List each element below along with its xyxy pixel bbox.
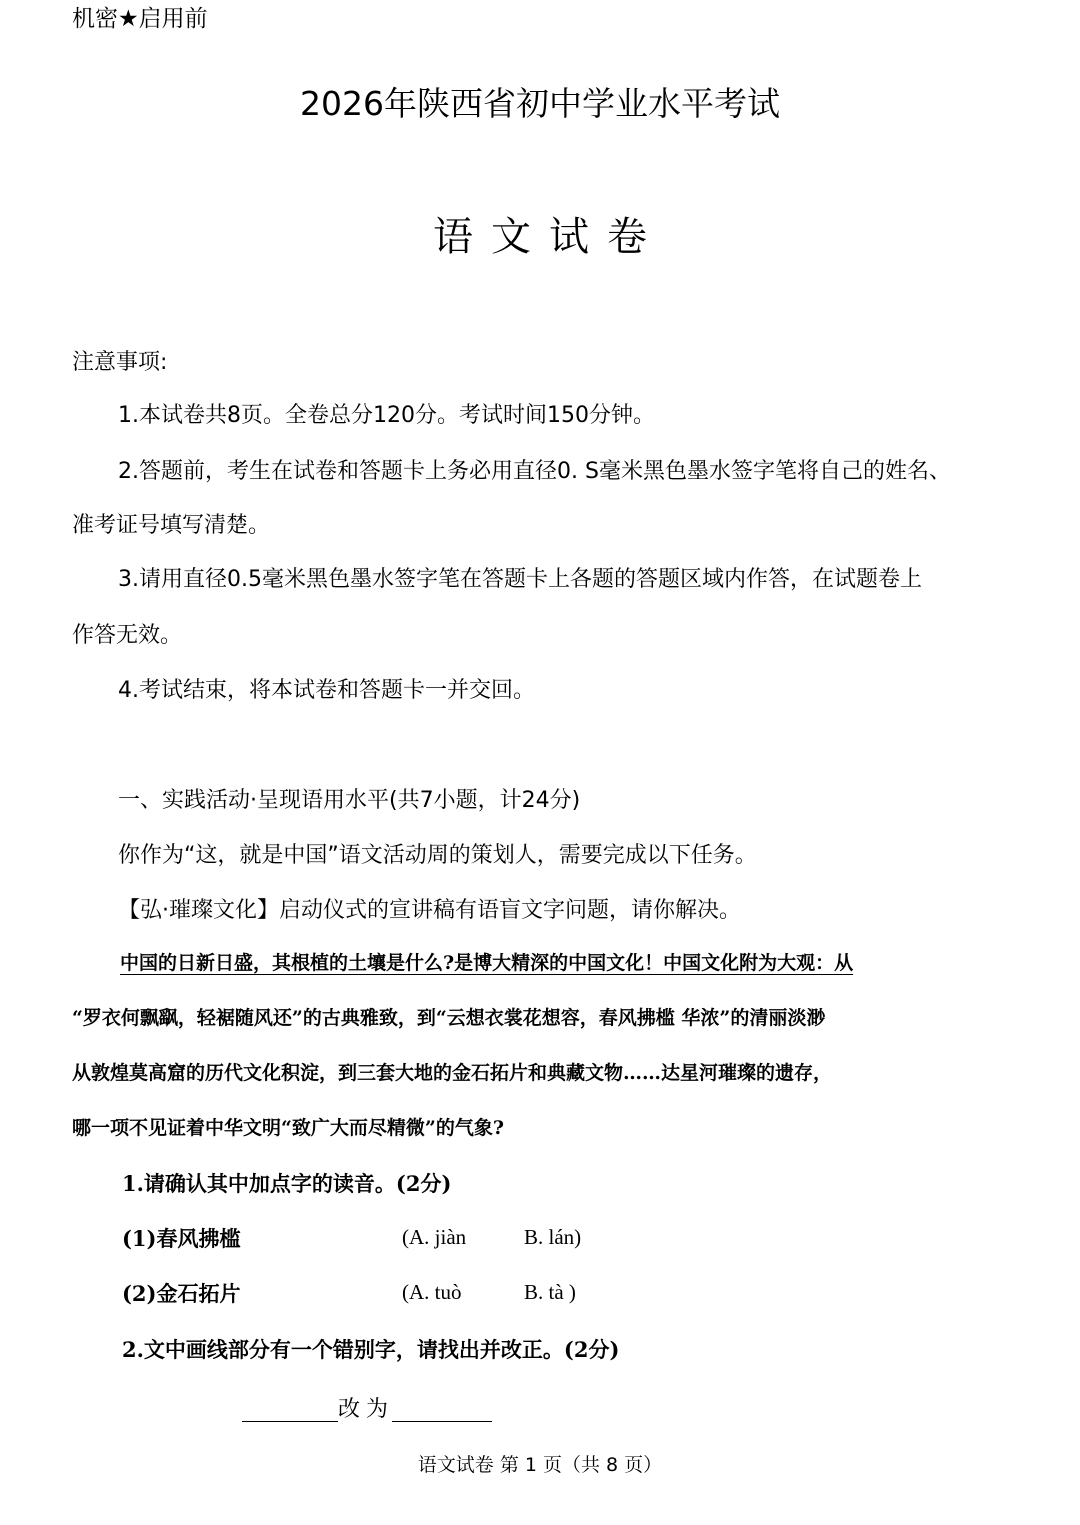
note-2-line-2: 准考证号填写清楚。	[72, 513, 271, 538]
exam-title: 2026年陕西省初中学业水平考试	[300, 84, 780, 123]
section-1-heading: 一、实践活动·呈现语用水平(共7小题，计24分)	[118, 788, 581, 813]
note-4: 4.考试结束，将本试卷和答题卡一并交回。	[118, 678, 535, 703]
section-1-task: 【弘·璀璨文化】启动仪式的宣讲稿有语盲文字问题，请你解决。	[118, 898, 741, 923]
note-1: 1.本试卷共8页。全卷总分120分。考试时间150分钟。	[118, 403, 655, 428]
question-1-item-1-option-a: (A. jiàn	[402, 1225, 467, 1249]
question-1-item-2-option-b: B. tà )	[524, 1280, 576, 1304]
note-3-line-2: 作答无效。	[72, 623, 183, 648]
page-footer: 语文试卷 第 1 页（共 8 页）	[417, 1454, 663, 1476]
passage-line-3: 从敦煌莫高窟的历代文化积淀，到三套大地的金石拓片和典藏文物……达星河璀璨的遗存，	[72, 1062, 833, 1084]
question-1-prompt: 1.请确认其中加点字的读音。(2分)	[122, 1171, 452, 1196]
note-2-line-1: 2.答题前，考生在试卷和答题卡上务必用直径0. S毫米黑色墨水签字笔将自己的姓名、	[118, 459, 951, 484]
question-2-prompt: 2.文中画线部分有一个错别字，请找出并改正。(2分)	[122, 1337, 620, 1362]
notes-heading: 注意事项:	[72, 350, 168, 375]
question-1-item-2-option-a: (A. tuò	[402, 1280, 462, 1304]
answer-blank-wrong-char[interactable]	[242, 1421, 338, 1422]
question-1-item-1-option-b: B. lán)	[524, 1225, 582, 1249]
passage-line-2: “罗衣何飘飖，轻裾随风还”的古典雅致，到“云想衣裳花想容，春风拂槛 华浓”的清丽淡渺	[72, 1007, 826, 1029]
note-3-line-1: 3.请用直径0.5毫米黑色墨水签字笔在答题卡上各题的答题区域内作答，在试题卷上	[118, 567, 922, 592]
confidential-label: 机密★启用前	[72, 6, 208, 32]
passage-line-4: 哪一项不见证着中华文明“致广大而尽精微”的气象?	[72, 1117, 504, 1139]
correction-connector: 改为	[338, 1397, 395, 1422]
question-1-item-1-label: (1)春风拂槛	[122, 1226, 241, 1251]
answer-blank-correct-char[interactable]	[392, 1421, 492, 1422]
paper-subject-title: 语文试卷	[433, 214, 665, 260]
question-1-item-2-label: (2)金石拓片	[122, 1281, 241, 1306]
passage-line-1-underlined: 中国的日新日盛，其根植的土壤是什么?是博大精深的中国文化！中国文化附为大观：从	[120, 952, 854, 974]
section-1-intro: 你作为“这，就是中国”语文活动周的策划人，需要完成以下任务。	[118, 843, 757, 868]
